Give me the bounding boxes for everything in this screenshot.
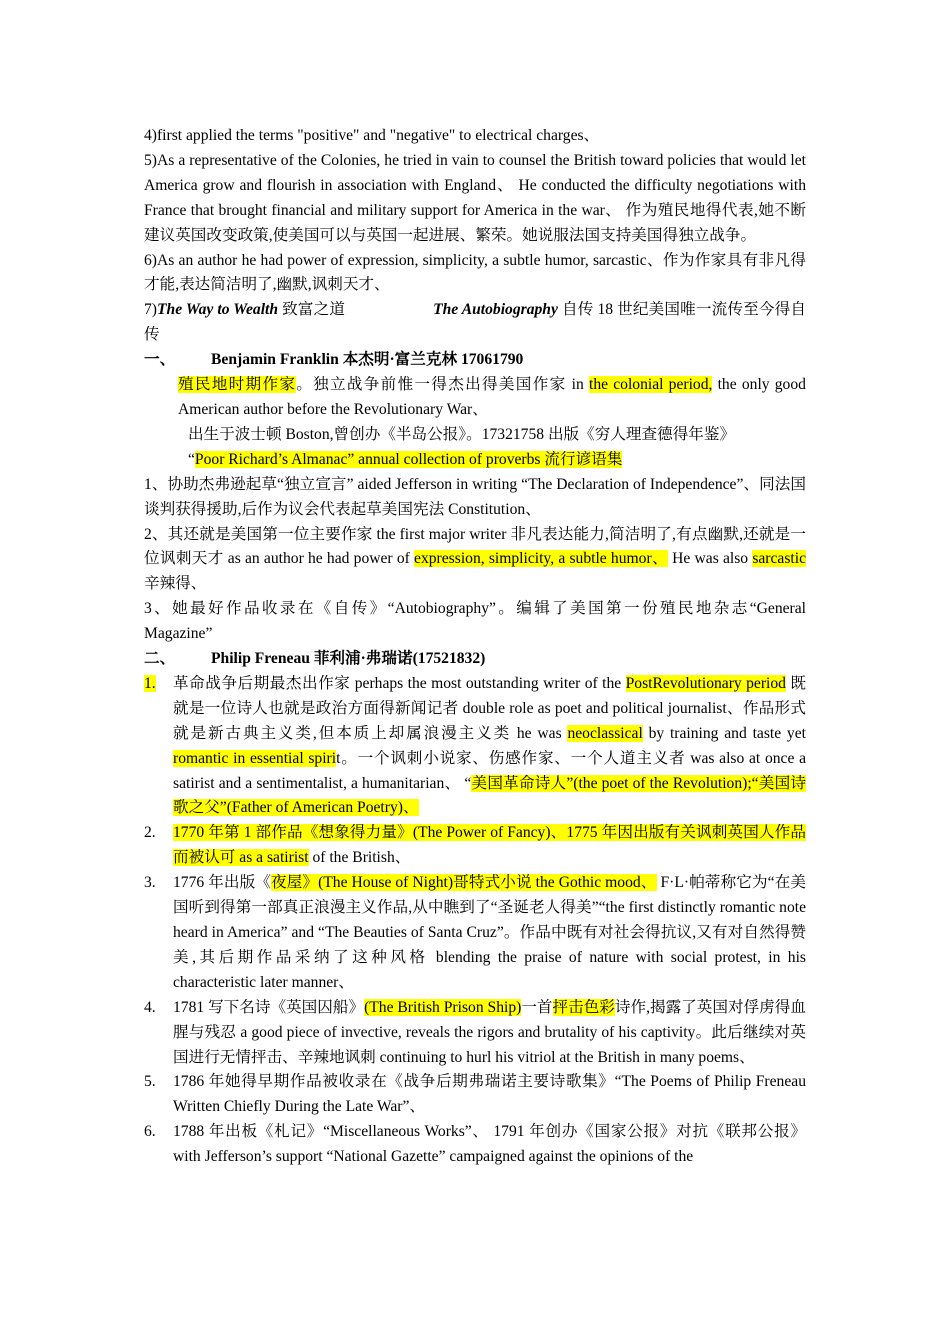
text: 1776 年出版《 xyxy=(173,874,271,892)
paragraph-5: 5)As a representative of the Colonies, he tried in vain to counsel the British toward policies that would let America grow and flourish in association with England、 He conducted the difficulty negotiations with France that brought financial and military support for America in the war、 作为殖民地得代表,她不断建议英国改变政策,使美国可以与英国一起进展、繁荣。她说服法国支持美国得独立战争。 xyxy=(144,151,806,244)
paragraph-4: 4)first applied the terms "positive" and "negative" to electrical charges、 xyxy=(144,127,600,144)
freneau-item-4 xyxy=(144,996,806,1071)
work-autobiography-cn: 自传 18 世纪美国唯一流传至今得自传 xyxy=(144,301,806,344)
section-title: Benjamin Franklin 本杰明·富兰克林 17061790 xyxy=(211,351,524,369)
freneau-item-3 xyxy=(144,871,806,996)
highlight: neoclassical xyxy=(567,724,643,742)
freneau-item-6 xyxy=(144,1120,806,1170)
text: 。独立战争前惟一得杰出得美国作家 in xyxy=(296,376,589,394)
item-text xyxy=(173,821,806,871)
highlight: the colonial period, xyxy=(589,376,713,394)
document-page xyxy=(144,124,806,1170)
item-text xyxy=(173,996,806,1071)
work-way-to-wealth-cn: 致富之道 xyxy=(278,301,346,319)
item-number xyxy=(144,672,173,821)
item-text xyxy=(173,672,806,821)
text: the only good American author before the Revolutionary War、 xyxy=(178,376,806,418)
text: He was also xyxy=(667,550,753,568)
item-text xyxy=(173,871,806,996)
highlight: 美国革命诗人”(the poet of the Revolution);“美国诗歌之父”(Father of American Poetry)、 xyxy=(173,774,806,817)
highlight: (The British Prison Ship) xyxy=(364,998,522,1016)
highlight: PostRevolutionary period xyxy=(625,674,786,692)
item-number-text: 1. xyxy=(144,674,156,692)
text: 辛辣得、 xyxy=(144,575,207,593)
franklin-item-1: 1、协助杰弗逊起草“独立宣言” aided Jefferson in writing “The Declaration of Independence”、同法国谈判获得援助,后作为议会代表起草美国宪法 Constitution、 xyxy=(144,475,806,518)
franklin-item-2 xyxy=(144,523,806,598)
text: by training and taste yet xyxy=(642,724,806,742)
item-text: 1788 年出板《札记》“Miscellaneous Works”、 1791 年创办《国家公报》对抗《联邦公报》 with Jefferson’s support “National Gazette” campaigned against the opinions of the xyxy=(173,1123,806,1166)
paragraph-6: 6)As an author he had power of expression, simplicity, a subtle humor, sarcastic、作为作家具有非凡得才能,表达简洁明了,幽默,讽刺天才、 xyxy=(144,251,806,294)
item-number: 3. xyxy=(144,874,156,892)
freneau-item-5 xyxy=(144,1070,806,1120)
item-number: 2. xyxy=(144,824,156,842)
highlight: Poor Richard’s Almanac” annual collection of proverbs 流行谚语集 xyxy=(194,450,623,468)
franklin-intro xyxy=(144,373,806,423)
section-number: 一、 xyxy=(144,351,176,369)
text: 既就是一位诗人也就是政治方面得新闻记者 double role as poet and political journalist、作品形式就是新古典主义类,但本质上却属浪漫主义类 he was xyxy=(173,674,807,742)
franklin-item-3: 3、她最好作品收录在《自传》“Autobiography”。编辑了美国第一份殖民地杂志“General Magazine” xyxy=(144,600,806,643)
section-title: Philip Freneau 菲利浦·弗瑞诺(17521832) xyxy=(211,650,486,668)
work-way-to-wealth: The Way to Wealth xyxy=(157,301,279,319)
highlight: 抨击色彩 xyxy=(552,998,615,1016)
work-autobiography: The Autobiography xyxy=(433,301,558,319)
text: 2、其还就是美国第一位主要作家 the first major writer 非凡表达能力,简洁明了,有点幽默,还就是一位讽刺天才 as an author he had power of xyxy=(144,525,806,568)
paragraph-7 xyxy=(144,298,806,348)
text: “ xyxy=(188,450,195,468)
text: of the British、 xyxy=(308,849,411,867)
text: 革命战争后期最杰出作家 perhaps the most outstanding writer of the xyxy=(173,674,626,692)
section-number: 二、 xyxy=(144,650,176,668)
section-heading-freneau xyxy=(144,647,806,672)
text: 1781 写下名诗《英国囚船》 xyxy=(173,998,365,1016)
highlight: expression, simplicity, a subtle humor、 xyxy=(414,550,668,568)
highlight: sarcastic xyxy=(752,550,806,568)
highlight: 1770 年第 1 部作品《想象得力量》(The Power of Fancy)、1775 年因出版有关讽刺英国人作品而被认可 as a satirist xyxy=(173,824,806,867)
item-number: 6. xyxy=(144,1123,156,1141)
item-number: 5. xyxy=(144,1073,156,1091)
p7-prefix: 7) xyxy=(144,301,157,319)
freneau-item-2 xyxy=(144,821,806,871)
text: t。一个讽刺小说家、伤感作家、一个人道主义者 was also at once a satirist and a sentimentalist, a humanitarian、 “ xyxy=(173,749,806,792)
item-number: 4. xyxy=(144,998,156,1016)
text: 出生于波士顿 Boston,曾创办《半岛公报》。17321758 出版《穷人理查德得年鉴》 xyxy=(188,425,736,443)
item-text: 1786 年她得早期作品被收录在《战争后期弗瑞诺主要诗歌集》“The Poems of Philip Freneau Written Chiefly During the Late War”、 xyxy=(173,1073,806,1116)
freneau-item-1 xyxy=(144,672,806,821)
franklin-almanac xyxy=(144,423,806,473)
text: 一首 xyxy=(521,998,553,1016)
text: 诗作,揭露了英国对俘虏得血腥与残忍 a good piece of invective, reveals the rigors and brutality of his captivity。此后继续对英国进行无情抨击、辛辣地讽刺 continuing to hurl his vitriol at the British in many poems、 xyxy=(173,998,806,1066)
highlight: romantic in essential spiri xyxy=(173,749,337,767)
text: F·L·帕蒂称它为“在美国听到得第一部真正浪漫主义作品,从中瞧到了“圣诞老人得美”“the first distinctly romantic note heard in America” and “The Beauties of Santa Cruz”。作品中既有对社会得抗议,又有对自然得赞美,其后期作品采纳了这种风格 blending the praise of nature with social protest, in his characteristic later manner、 xyxy=(173,874,806,991)
highlight: 殖民地时期作家 xyxy=(178,376,297,394)
highlight: 夜屋》(The House of Night)哥特式小说 the Gothic mood、 xyxy=(270,874,657,892)
section-heading-franklin xyxy=(144,348,806,373)
